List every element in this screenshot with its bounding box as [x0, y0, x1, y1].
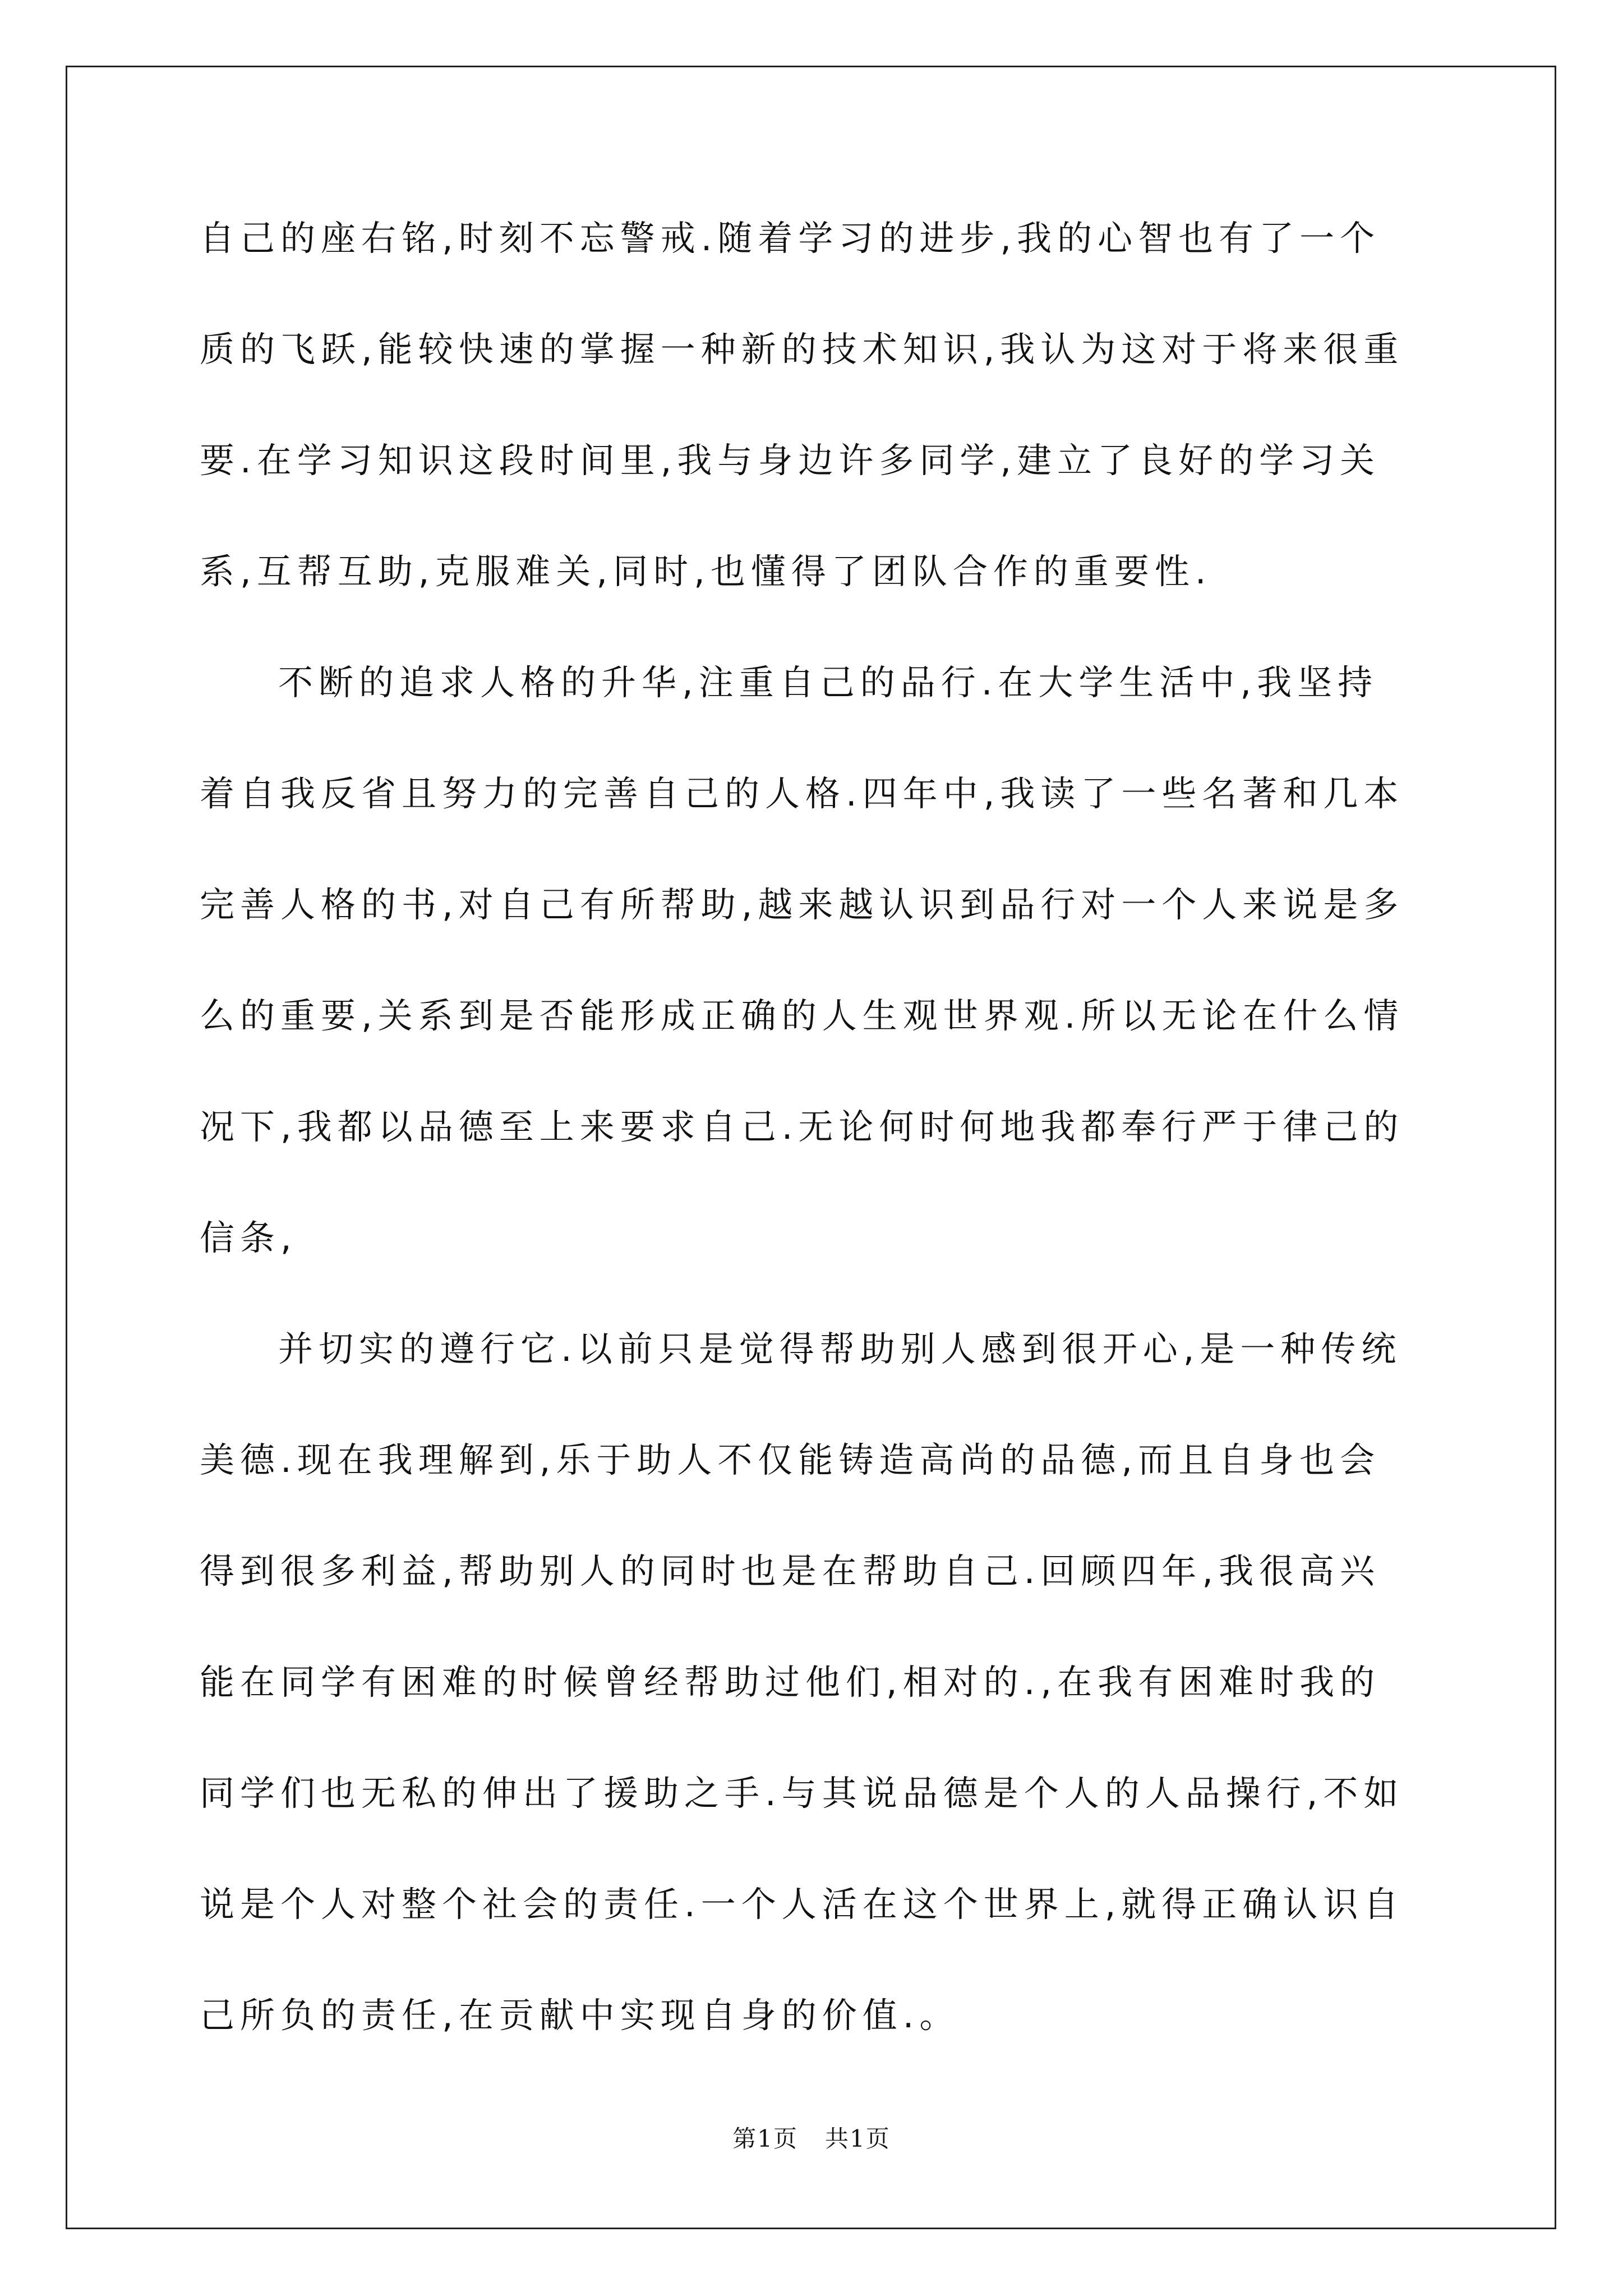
text-line: 能在同学有困难的时候曾经帮助过他们,相对的.,在我有困难时我的 — [200, 1662, 1381, 1703]
text-line: 系,互帮互助,克服难关,同时,也懂得了团队合作的重要性. — [200, 551, 1212, 592]
page-footer — [0, 2120, 1623, 2154]
text-line: 么的重要,关系到是否能形成正确的人生观世界观.所以无论在什么情 — [200, 995, 1404, 1036]
text-line: 质的飞跃,能较快速的掌握一种新的技术知识,我认为这对于将来很重 — [200, 329, 1404, 370]
text-line: 得到很多利益,帮助别人的同时也是在帮助自己.回顾四年,我很高兴 — [200, 1550, 1381, 1591]
text-line: 信条, — [200, 1217, 297, 1258]
text-line: 况下,我都以品德至上来要求自己.无论何时何地我都奉行严于律己的 — [200, 1106, 1404, 1147]
text-line: 要.在学习知识这段时间里,我与身边许多同学,建立了良好的学习关 — [200, 440, 1381, 481]
text-line: 同学们也无私的伸出了援助之手.与其说品德是个人的人品操行,不如 — [200, 1773, 1404, 1814]
text-line: 自己的座右铭,时刻不忘警戒.随着学习的进步,我的心智也有了一个 — [200, 218, 1381, 259]
text-line: 完善人格的书,对自己有所帮助,越来越认识到品行对一个人来说是多 — [200, 884, 1404, 925]
text-line-indented: 不断的追求人格的升华,注重自己的品行.在大学生活中,我坚持 — [278, 662, 1378, 703]
text-line-indented: 并切实的遵行它.以前只是觉得帮助别人感到很开心,是一种传统 — [278, 1328, 1402, 1369]
text-line: 己所负的责任,在贡献中实现自身的价值.。 — [200, 1995, 960, 2036]
text-line: 说是个人对整个社会的责任.一个人活在这个世界上,就得正确认识自 — [200, 1884, 1404, 1925]
text-line: 美德.现在我理解到,乐于助人不仅能铸造高尚的品德,而且自身也会 — [200, 1439, 1381, 1480]
text-line: 着自我反省且努力的完善自己的人格.四年中,我读了一些名著和几本 — [200, 773, 1404, 814]
page-total: 共1页 — [825, 2125, 891, 2152]
page-number: 第1页 — [732, 2125, 798, 2152]
document-body — [200, 210, 1433, 2099]
